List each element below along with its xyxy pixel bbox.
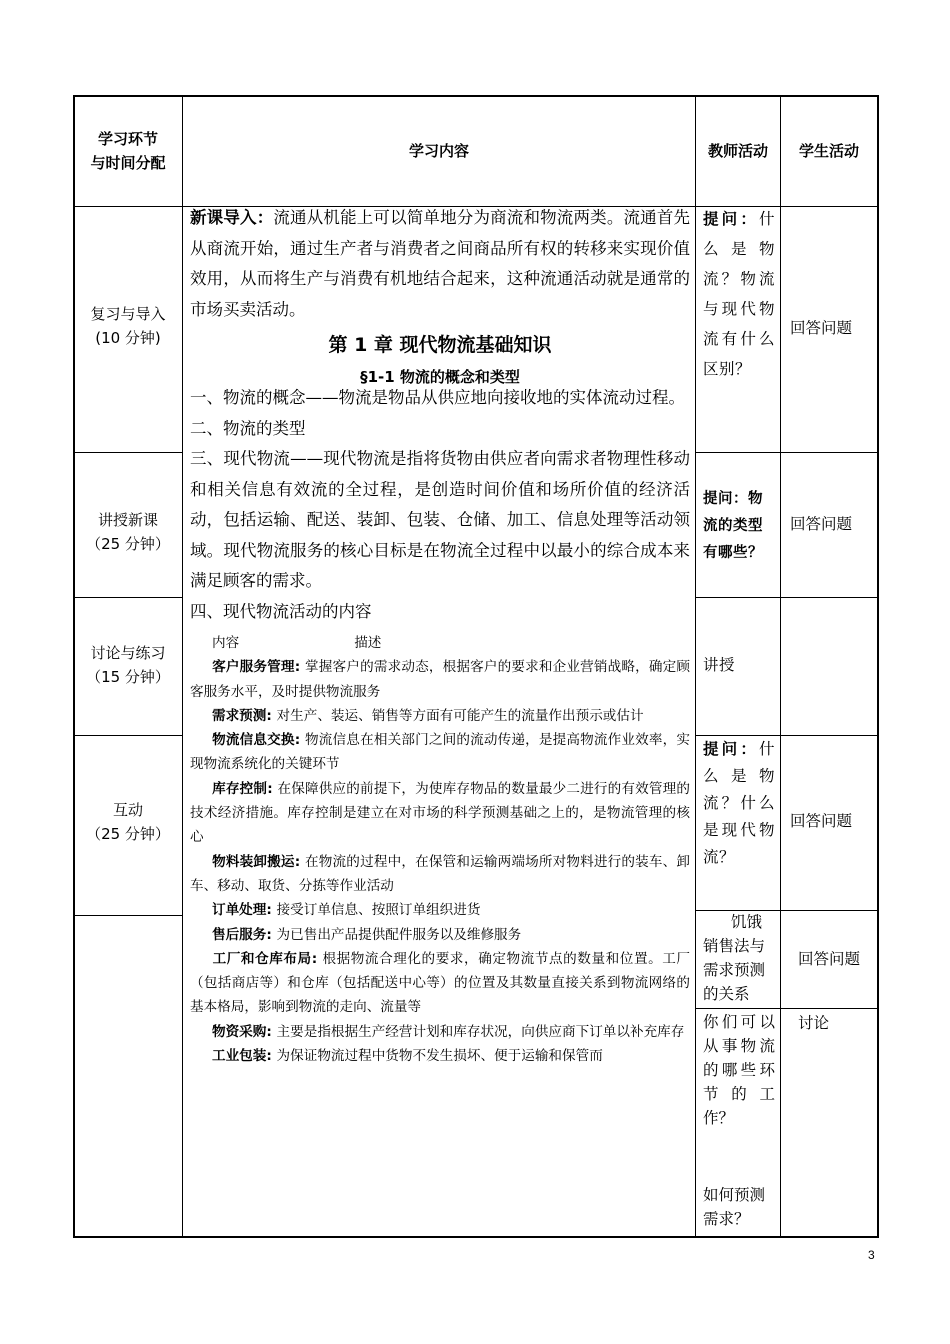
col-sep-1: [182, 95, 183, 1238]
item-term: 客户服务管理: [212, 659, 295, 676]
intro-label: 新课导入：: [190, 208, 274, 227]
act-sep-2: [695, 597, 878, 598]
student-discussion: 讨论: [798, 1014, 830, 1032]
item-desc: 在物流的过程中，在保管和运输两端场所对物料进行的装车、卸车、移动、取货、分拣等作业活动: [190, 853, 690, 894]
item-desc: 为保证物流过程中货物不发生损坏、便于运输和保管而: [276, 1048, 603, 1065]
stage-time: (10 分钟): [95, 329, 161, 347]
teacher-question-5: 你们可以从事物流的哪些环节的工作？: [703, 1013, 775, 1127]
item-desc: 接受订单信息、按照订单组织进货: [276, 902, 481, 919]
item-desc: 主要是指根据生产经营计划和库存状况，向供应商下订单以补充库存: [276, 1023, 685, 1040]
item-desc: 为已售出产品提供配件服务以及维修服务: [276, 926, 522, 943]
list-item: 物流信息交换: 物流信息在相关部门之间的流动传递，是提高物流作业效率，实现物流系统化的关键环节: [190, 732, 690, 773]
item-term: 库存控制: [212, 780, 268, 797]
item-term: 物料装卸搬运: [212, 853, 295, 870]
item-term: 工厂和仓库布局: [212, 950, 312, 967]
stage-sep-2: [73, 597, 183, 598]
header-stage: [74, 96, 182, 206]
q1-label: 提问：: [703, 210, 759, 228]
header-teacher: 教师活动: [707, 142, 768, 160]
teacher-question-3: [703, 736, 775, 871]
q3-label: 提问：: [703, 740, 759, 758]
table-border-bottom: [73, 1236, 878, 1238]
intro-paragraph: [190, 203, 690, 325]
teacher-hunger-marketing: 饥饿销售法与需求预测的关系: [703, 913, 766, 1003]
item-desc: 对生产、装运、销售等方面有可能产生的流量作出预示或估计: [276, 707, 644, 724]
col-sep-3: [780, 95, 781, 1238]
stage-time: （25 分钟）: [86, 825, 170, 843]
list-header-desc: 描述: [354, 635, 382, 651]
student-answer-5: 回答问题: [798, 950, 861, 968]
list-item: 需求预测: 对生产、装运、销售等方面有可能产生的流量作出预示或估计: [212, 707, 644, 724]
stage-discussion: [74, 641, 182, 689]
stage-sep-1: [73, 452, 183, 453]
header-student: 学生活动: [798, 142, 859, 160]
stage-name: 互动: [112, 801, 143, 819]
stage-time: （25 分钟）: [86, 535, 170, 553]
stage-review-intro: [74, 302, 182, 350]
header-stage-line1: 学习环节: [97, 130, 158, 148]
header-stage-line2: 与时间分配: [90, 154, 166, 172]
teacher-question-1: [703, 204, 775, 384]
list-header-content: 内容: [212, 635, 240, 651]
item-term: 订单处理: [212, 902, 267, 919]
point-modern-logistics: 三、现代物流——现代物流是指将货物由供应者向需求者物理性移动和相关信息有效流的全过程，是创造时间价值和场所价值的经济活动，包括运输、配送、装卸、包装、仓储、加工、信息处理等活动领域。现代物流服务的核心目标是在物流全过程中以最小的综合成本来满足顾客的需求。: [190, 449, 690, 590]
q3-text: 什么是物流？什么是现代物流？: [703, 740, 775, 866]
list-item: 库存控制: 在保障供应的前提下，为使库存物品的数量最少二进行的有效管理的技术经济措施。库存控制是建立在对市场的科学预测基础之上的，是物流管理的核心: [190, 780, 690, 846]
item-term: 物资采购: [212, 1023, 267, 1040]
intro-text: 流通从机能上可以简单地分为商流和物流两类。流通首先从商流开始，通过生产者与消费者之间商品所有权的转移来实现价值效用，从而将生产与消费有机地结合起来，这种流通活动就是通常的市场买卖活动。: [190, 208, 690, 319]
q1-text: 什么是物流？物流与现代物流有什么区别？: [703, 210, 775, 378]
item-term: 售后服务: [212, 926, 267, 943]
student-answer-4: 回答问题: [790, 812, 853, 830]
point-types: 二、物流的类型: [190, 418, 306, 438]
teacher-question-2: 提问：物流的类型有哪些？: [703, 491, 763, 561]
list-item: 客户服务管理: 掌握客户的需求动态，根据客户的要求和企业营销战略，确定顾客服务水平，及时提供物流服务: [190, 659, 690, 700]
list-item: 物资采购: 主要是指根据生产经营计划和库存状况，向供应商下订单以补充库存: [212, 1023, 685, 1040]
item-term: 工业包装: [212, 1048, 267, 1065]
list-item: 工业包装: 为保证物流过程中货物不发生损坏、便于运输和保管而: [212, 1048, 603, 1065]
teacher-question-6: 如何预测需求？: [703, 1186, 766, 1228]
list-item: 订单处理: 接受订单信息、按照订单组织进货: [212, 902, 481, 919]
list-item: 工厂和仓库布局: 根据物流合理化的要求，确定物流节点的数量和位置。工厂（包括商店等）和仓库（包括配送中心等）的位置及其数量直接关系到物流网络的基本格局，影响到物流的走向、流量等: [190, 950, 690, 1016]
act-sep-1: [695, 452, 878, 453]
stage-time: （15 分钟）: [86, 668, 170, 686]
stage-name: 讨论与练习: [90, 644, 166, 662]
point-activities: 四、现代物流活动的内容: [190, 601, 372, 621]
learning-content: [190, 203, 690, 1235]
page-number: 3: [868, 1248, 875, 1262]
section-title: §1-1 物流的概念和类型: [360, 368, 520, 386]
act-sep-5: [695, 1008, 878, 1009]
item-term: 需求预测: [212, 707, 267, 724]
item-desc: 根据物流合理化的要求，确定物流节点的数量和位置。工厂（包括商店等）和仓库（包括配送中心等）的位置及其数量直接关系到物流网络的基本格局，影响到物流的走向、流量等: [190, 950, 690, 1016]
col-sep-2: [695, 95, 696, 1238]
list-header: [190, 631, 690, 655]
point-concept: 一、物流的概念——物流是物品从供应地向接收地的实体流动过程。: [190, 388, 685, 407]
item-term: 物流信息交换: [212, 732, 295, 749]
activity-list: [190, 631, 690, 1068]
item-desc: 物流信息在相关部门之间的流动传递，是提高物流作业效率，实现物流系统化的关键环节: [190, 732, 690, 773]
student-answer-1: 回答问题: [790, 319, 853, 337]
item-desc: 掌握客户的需求动态，根据客户的要求和企业营销战略，确定顾客服务水平，及时提供物流服务: [190, 659, 690, 700]
stage-name: 复习与导入: [90, 305, 166, 323]
stage-sep-4: [73, 915, 183, 916]
chapter-title: 第 1 章 现代物流基础知识: [328, 334, 552, 356]
item-desc: 在保障供应的前提下，为使库存物品的数量最少二进行的有效管理的技术经济措施。库存控制是建立在对市场的科学预测基础之上的，是物流管理的核心: [190, 780, 690, 846]
list-item: 售后服务: 为已售出产品提供配件服务以及维修服务: [212, 926, 522, 943]
table-border-right: [877, 95, 879, 1238]
student-answer-2: 回答问题: [790, 515, 853, 533]
stage-name: 讲授新课: [97, 511, 158, 529]
stage-interaction: [74, 798, 182, 846]
stage-new-lesson: [74, 508, 182, 556]
list-item: 物料装卸搬运: 在物流的过程中，在保管和运输两端场所对物料进行的装车、卸车、移动、取货、分拣等作业活动: [190, 853, 690, 894]
header-content: 学习内容: [408, 142, 469, 160]
stage-sep-3: [73, 735, 183, 736]
teacher-lecture: 讲授: [703, 656, 736, 674]
